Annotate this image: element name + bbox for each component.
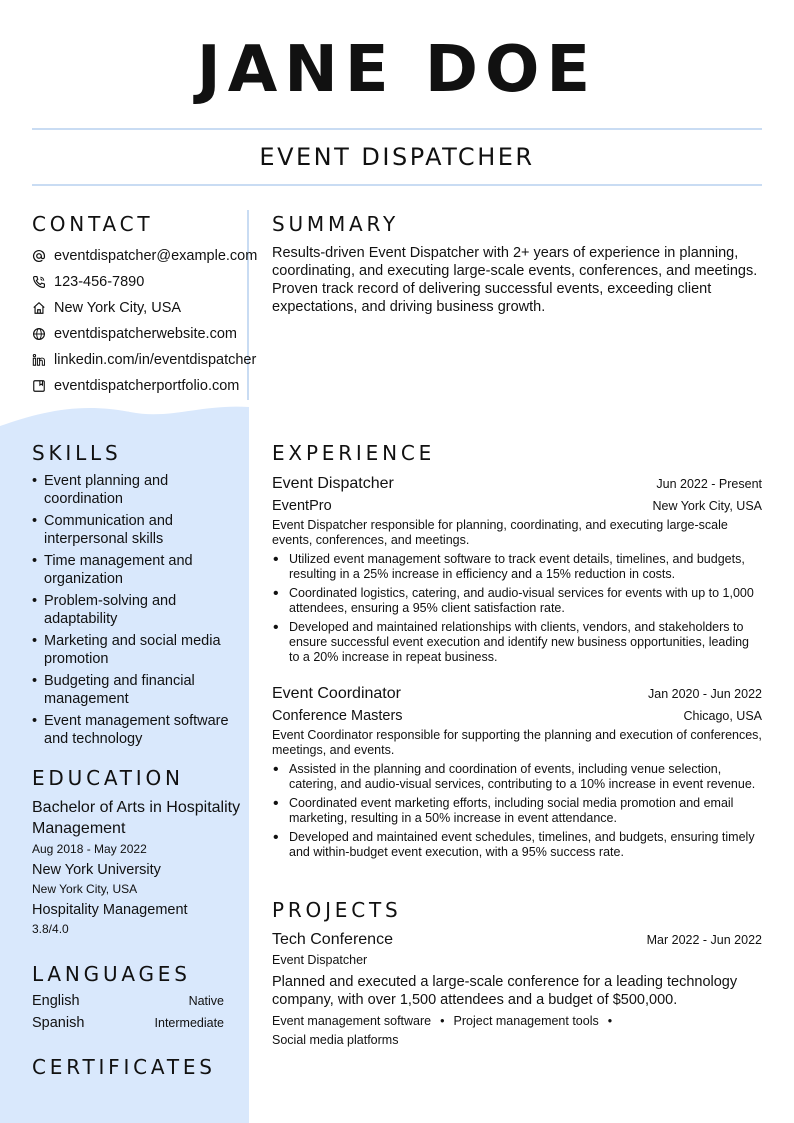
contact-email-text: eventdispatcher@example.com [54,248,258,264]
language-name: Spanish [32,1015,85,1031]
list-item: • Developed and maintained event schedules, timelines, and budgets, ensuring timely and within-budget event execution, with a 95% success rate. [272,830,762,860]
job-title: Event Dispatcher [272,475,394,492]
contact-list [32,243,282,399]
contact-website-text: eventdispatcherwebsite.com [54,326,237,342]
tag-separator: • [607,1014,613,1028]
job-description: Event Coordinator responsible for supporting the planning and execution of conferences, meetings, and events. [272,728,762,757]
job-dates: Jan 2020 - Jun 2022 [648,687,762,701]
header-divider-bottom [32,184,762,186]
education-dates: Aug 2018 - May 2022 [32,842,147,856]
job-location: Chicago, USA [683,709,762,723]
project-role: Event Dispatcher [272,953,368,967]
project-tags [272,1012,762,1050]
project-description: Planned and executed a large-scale conference for a leading technology company, with over 1,500 attendees and a budget of $500,000. [272,974,738,1008]
job-company: Conference Masters [272,708,403,724]
education-location: New York City, USA [32,882,138,896]
summary-text: Results-driven Event Dispatcher with 2+ years of experience in planning, coordinating, and executing large-scale events, conferences, and meetings. Proven track record of delivering successful events, exceeding client expectations, and driving business growth. [272,245,758,315]
candidate-name: JANE DOE [196,33,598,107]
list-item: • Developed and maintained relationships with clients, vendors, and stakeholders to ensure successful event execution and identify new business opportunities, leading to a 20% increase in repeat business. [272,620,762,665]
contact-location-text: New York City, USA [54,300,182,316]
linkedin-icon [32,353,46,367]
job-company: EventPro [272,498,332,514]
job-location: New York City, USA [652,499,762,513]
skills-list [32,472,232,752]
project-title: Tech Conference [272,931,393,948]
summary-heading: SUMMARY [272,212,399,236]
contact-portfolio-text: eventdispatcherportfolio.com [54,378,240,394]
contact-phone-text: 123-456-7890 [54,274,145,290]
contact-linkedin-text: linkedin.com/in/eventdispatcher [54,352,257,368]
job-role-title: EVENT DISPATCHER [259,143,535,171]
project-dates: Mar 2022 - Jun 2022 [646,933,762,947]
experience-entry [272,474,762,669]
projects-heading: PROJECTS [272,898,402,922]
tag-separator: • [440,1014,445,1028]
skills-heading: SKILLS [32,441,122,465]
list-item: • Event management software and technology [32,712,232,748]
phone-icon [32,275,46,289]
contact-portfolio[interactable] [32,373,282,399]
education-gpa: 3.8/4.0 [32,922,69,936]
job-bullets [272,552,762,665]
project-tag: Event management software [272,1014,432,1028]
education-field: Hospitality Management [32,902,188,918]
experience-heading: EXPERIENCE [272,441,436,465]
contact-heading: CONTACT [32,212,154,236]
contact-linkedin[interactable] [32,347,282,373]
education-entry [32,797,242,937]
project-tag: Social media platforms [272,1033,399,1047]
list-item: • Budgeting and financial management [32,672,232,708]
project-entry [272,930,762,1050]
language-level: Native [188,994,224,1008]
portfolio-icon [32,379,46,393]
contact-email[interactable] [32,243,282,269]
list-item: • Problem-solving and adaptability [32,592,232,628]
job-title: Event Coordinator [272,685,401,702]
experience-entry [272,684,762,864]
list-item: • Event planning and coordination [32,472,232,508]
language-row [32,993,224,1015]
home-icon [32,301,46,315]
languages-heading: LANGUAGES [32,962,191,986]
contact-website[interactable] [32,321,282,347]
languages-list [32,993,224,1037]
list-item: • Coordinated logistics, catering, and audio-visual services for events with up to 1,000 attendees, ensuring a 95% client satisfaction rate. [272,586,762,616]
at-icon [32,249,46,263]
globe-icon [32,327,46,341]
project-tag: Project management tools [453,1014,599,1028]
list-item: • Time management and organization [32,552,232,588]
contact-location [32,295,282,321]
job-description: Event Dispatcher responsible for planning, coordinating, and executing large-scale events, conferences, and meetings. [272,518,728,547]
job-bullets [272,762,762,860]
education-school: New York University [32,862,161,878]
certificates-heading: CERTIFICATES [32,1055,216,1079]
language-row [32,1015,224,1037]
education-heading: EDUCATION [32,766,184,790]
contact-phone[interactable] [32,269,282,295]
job-dates: Jun 2022 - Present [656,477,762,491]
list-item: • Marketing and social media promotion [32,632,232,668]
list-item: • Coordinated event marketing efforts, including social media promotion and email marketing, resulting in a 50% increase in event attendance. [272,796,762,826]
list-item: • Assisted in the planning and coordination of events, including venue selection, catering, and audio-visual services, contributing to a 10% increase in event revenue. [272,762,762,792]
list-item: • Communication and interpersonal skills [32,512,232,548]
language-level: Intermediate [154,1016,224,1030]
education-degree: Bachelor of Arts in Hospitality Management [32,799,241,837]
header-divider-top [32,128,762,130]
language-name: English [32,993,80,1009]
list-item: • Utilized event management software to track event details, timelines, and budgets, resulting in a 25% increase in efficiency and a 15% reduction in costs. [272,552,762,582]
